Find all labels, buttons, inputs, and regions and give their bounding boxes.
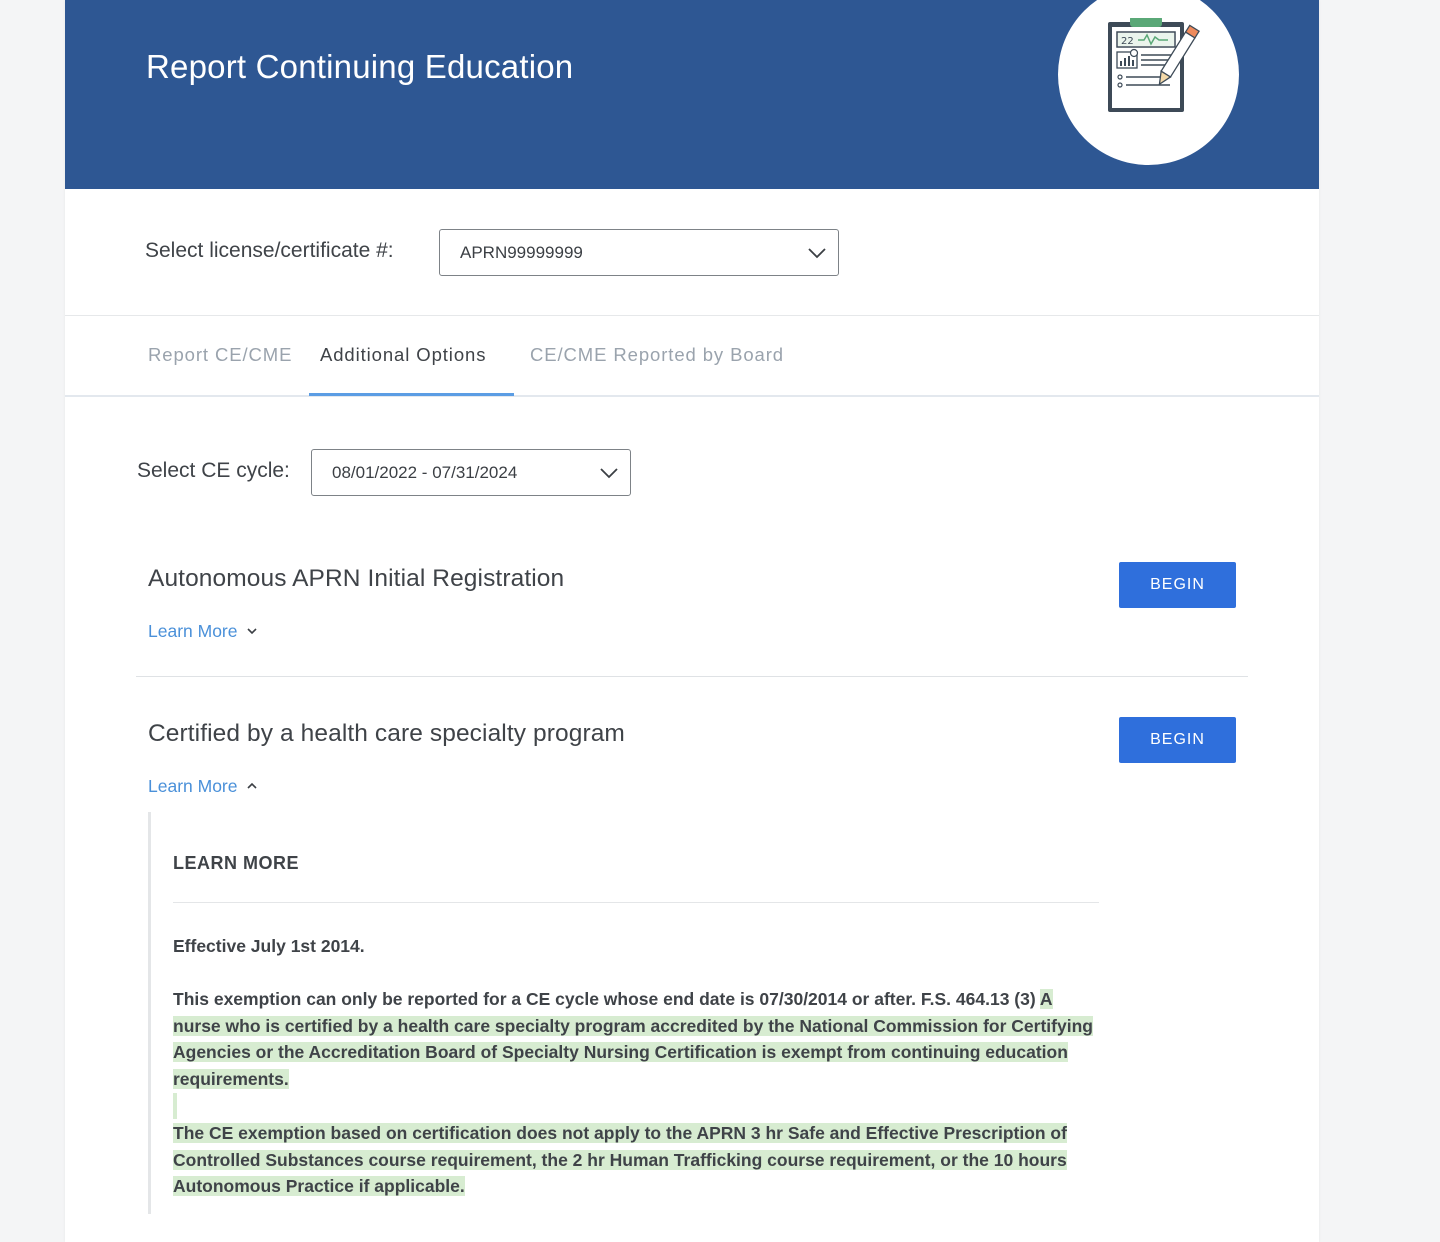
license-label: Select license/certificate #: (145, 239, 394, 262)
tab-additional-options[interactable]: Additional Options (320, 344, 487, 365)
learn-more-label: Learn More (148, 776, 238, 796)
license-select-value: APRN99999999 (460, 243, 583, 262)
svg-text:22: 22 (1121, 36, 1134, 47)
page-title: Report Continuing Education (146, 48, 574, 85)
exemption-note-highlight-text: The CE exemption based on certification does not apply to the APRN 3 hr Safe and Effective Prescription of Controlled Substances course requirement, the 2 hr Human Trafficking course requirement, or the 10 hours Autonomous Practice if applicable. (173, 1123, 1067, 1197)
ce-cycle-select-value: 08/01/2022 - 07/31/2024 (332, 463, 518, 482)
header-badge (1058, 0, 1239, 165)
clipboard-report-icon (1098, 18, 1220, 118)
learn-more-heading: LEARN MORE (173, 853, 299, 873)
learn-more-panel (148, 812, 1098, 1214)
chevron-up-icon (246, 781, 258, 791)
highlight-gap-mark (173, 1093, 177, 1119)
option-title-certified-specialty: Certified by a health care specialty program (148, 720, 625, 747)
tab-report-ce-cme[interactable]: Report CE/CME (148, 344, 293, 365)
exemption-plain-text: This exemption can only be reported for a CE cycle whose end date is 07/30/2014 or after. F.S. 464.13 (3) (173, 989, 1040, 1009)
exemption-highlight-text: A nurse who is certified by a health care specialty program accredited by the National Commission for Certifying Agencies or the Accreditation Board of Specialty Nursing Certification is exempt from continuing education requirements. (173, 989, 1093, 1089)
main-card (65, 0, 1319, 1242)
ce-cycle-label: Select CE cycle: (137, 459, 290, 482)
ce-cycle-select[interactable] (311, 449, 631, 496)
option-title-autonomous-aprn: Autonomous APRN Initial Registration (148, 565, 565, 592)
learn-more-label: Learn More (148, 621, 238, 641)
active-tab-indicator (309, 393, 514, 396)
page-header (65, 0, 1319, 189)
exemption-note-paragraph (173, 1120, 1103, 1200)
chevron-down-icon (808, 244, 826, 262)
learn-more-link-autonomous-aprn[interactable] (148, 621, 238, 642)
license-select-row (65, 189, 1319, 316)
exemption-paragraph (173, 986, 1103, 1092)
learn-more-link-certified-specialty[interactable] (148, 776, 238, 797)
learn-more-rule (173, 902, 1099, 903)
begin-button-autonomous-aprn[interactable]: BEGIN (1119, 562, 1236, 608)
tab-ce-cme-reported-by-board[interactable]: CE/CME Reported by Board (530, 344, 784, 365)
license-select[interactable] (439, 229, 839, 276)
option-divider (136, 676, 1248, 677)
chevron-down-icon (600, 464, 618, 482)
begin-button-certified-specialty[interactable]: BEGIN (1119, 717, 1236, 763)
effective-date-text: Effective July 1st 2014. (173, 936, 365, 956)
chevron-down-icon (246, 626, 258, 636)
tab-bar (65, 316, 1319, 397)
